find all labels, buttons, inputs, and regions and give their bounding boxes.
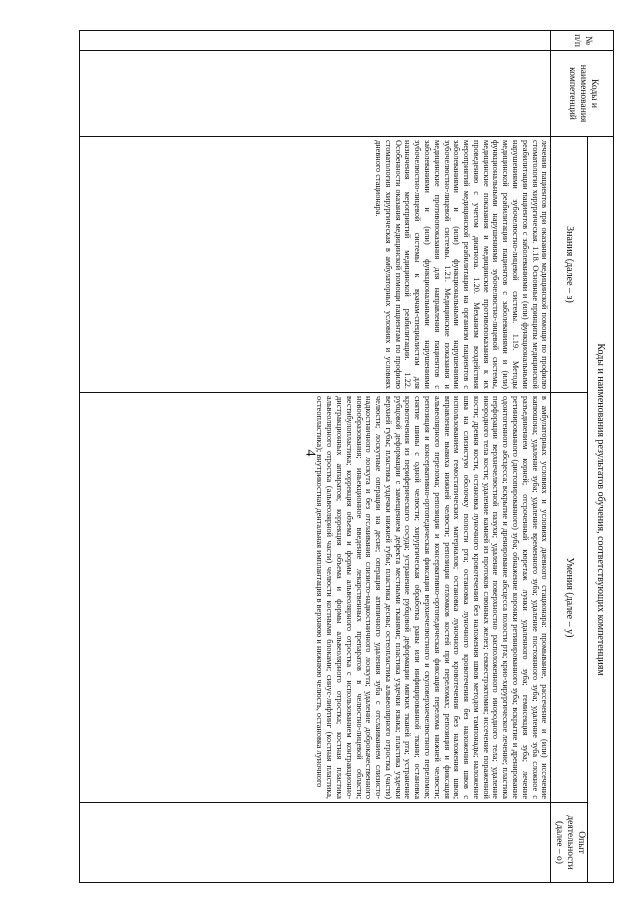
header-code: Коды и наименования компетенций [551, 51, 614, 137]
rotated-page [79, 30, 614, 882]
header-num: № п/п [551, 31, 614, 51]
competency-table [79, 30, 614, 883]
cell-num [80, 31, 551, 51]
header-skills: Умения (далее – у) [551, 393, 588, 803]
header-knowledge: Знания (далее – з) [551, 137, 588, 393]
table-row [80, 31, 551, 883]
cell-skills: в амбулаторных условиях и условиях дневного стационара: промывание, рассечение и (или) иссечение капюшона; удаление зуба; удаление временного зуба; удаление постоянного зуба; удаление зуба сложное с разъединением корней; отсроченный кюретаж лунки удаленного зуба; гемисекция зуба; лечение ретинированного (дистопированного) зуба; обнажение коронки ретинированного зуба; вскрытие и дренирование одонтогенного абсцесса; вскрытие и дренирование абсцесса полости рта; крио-хирургическое лечение; пластика перфорации верхнечелюстной пазухи; удаление поверхностно расположенного инородного тела; удаление инородного тела кости; удаление камней из протоков слюнных желез; секвестрэктомия; иссечение пораженной кости; древня кости, остановка луночного кровотечения без наложения швов методом тампонады; наложение шва на слизистую оболочку полости рта; остановка луночного кровотечения без наложения швов с использованием гемостатических материалов; остановка луночного кровотечения без наложения швов; вправление вывиха нижней челюсти; репозиция отломков костей при переломах; репозиция и фиксация альвеолярного перелома; репозиция и консервативно-ортопедическая фиксация перелома нижней челюсти; репозиция и консервативно-ортопедическая фиксация верхнечелюстного и скуловерхнечелюстного переломов; снятие шины с одной челюсти; хирургическая обработка раны или инфицированной ткани; остановка кровотечения из периферического сосуда; устранение рубцовой деформации мягких тканей рта; устранение рубцовой деформации с замещением дефекта местными тканями; пластика уздечки языка; пластика уздечки верхней губы; пластика уздечки нижней губы; пластика десны; остеопластика альвеолярного отростка (части) челюсти; лоскутные операции на десне; операция атипичного удаления зуба с отслаиванием слизисто-надкостничного лоскута и без отслаивания слизисто-надкостничного лоскута; удаление доброкачественного новообразования; иньекционное введение лекарственных препаратов в челюстно-лицевой области; вестибулопластика; коррекция объема и формы альвеолярного отростка с использованием контракционно-дистракционных аппаратов; коррекция объема и формы альвеолярного отростка; костная пластика альвеолярного отростка (альвеолярной части) челюсти костными блоками; синус-лифтинг (костная пластика, остеопластика); внутрикостная дентальная имплантация в верхнюю и нижнюю челюсть, остановка луночного [80, 393, 551, 803]
header-experience: Опыт деятельности (далее – о) [551, 803, 588, 883]
cell-knowledge: лечения пациентов при оказании медицинской помощи по профилю стоматология хирургическая. 1.18. Основные принципы медицинской реабилитации пациентов с заболеваниями и (или) функциональными нарушениями зубочелюстно-лицевой системы. 1.19. Методы медицинской реабилитации пациентов с заболеваниями и (или) функциональными нарушениями зубочелюстно-лицевой системы, медицинские показания и медицинские противопоказания к их проведению с учетом диагноза. 1.20. Механизм воздействия мероприятий медицинской реабилитации на организм пациентов с заболеваниями и (или) функциональными нарушениями зубочелюстно-лицевой системы. 1.21. Медицинские показания и медицинские противопоказания для направления пациентов с заболеваниями и (или) функциональными нарушениями зубочелюстно-лицевой системы к врачам-специалистам для назначения мероприятий медицинской реабилитации. 1.22. Особенности оказания медицинской помощи пациентам по профилю стоматология хирургическая в амбулаторных условиях и условиях дневного стационара. [80, 137, 551, 393]
cell-code [80, 51, 551, 137]
header-results-group: Коды и наименования результатов обучения, соответствующих компетенциям [588, 137, 614, 883]
page-number: 4 [302, 449, 318, 457]
cell-experience [80, 803, 551, 883]
